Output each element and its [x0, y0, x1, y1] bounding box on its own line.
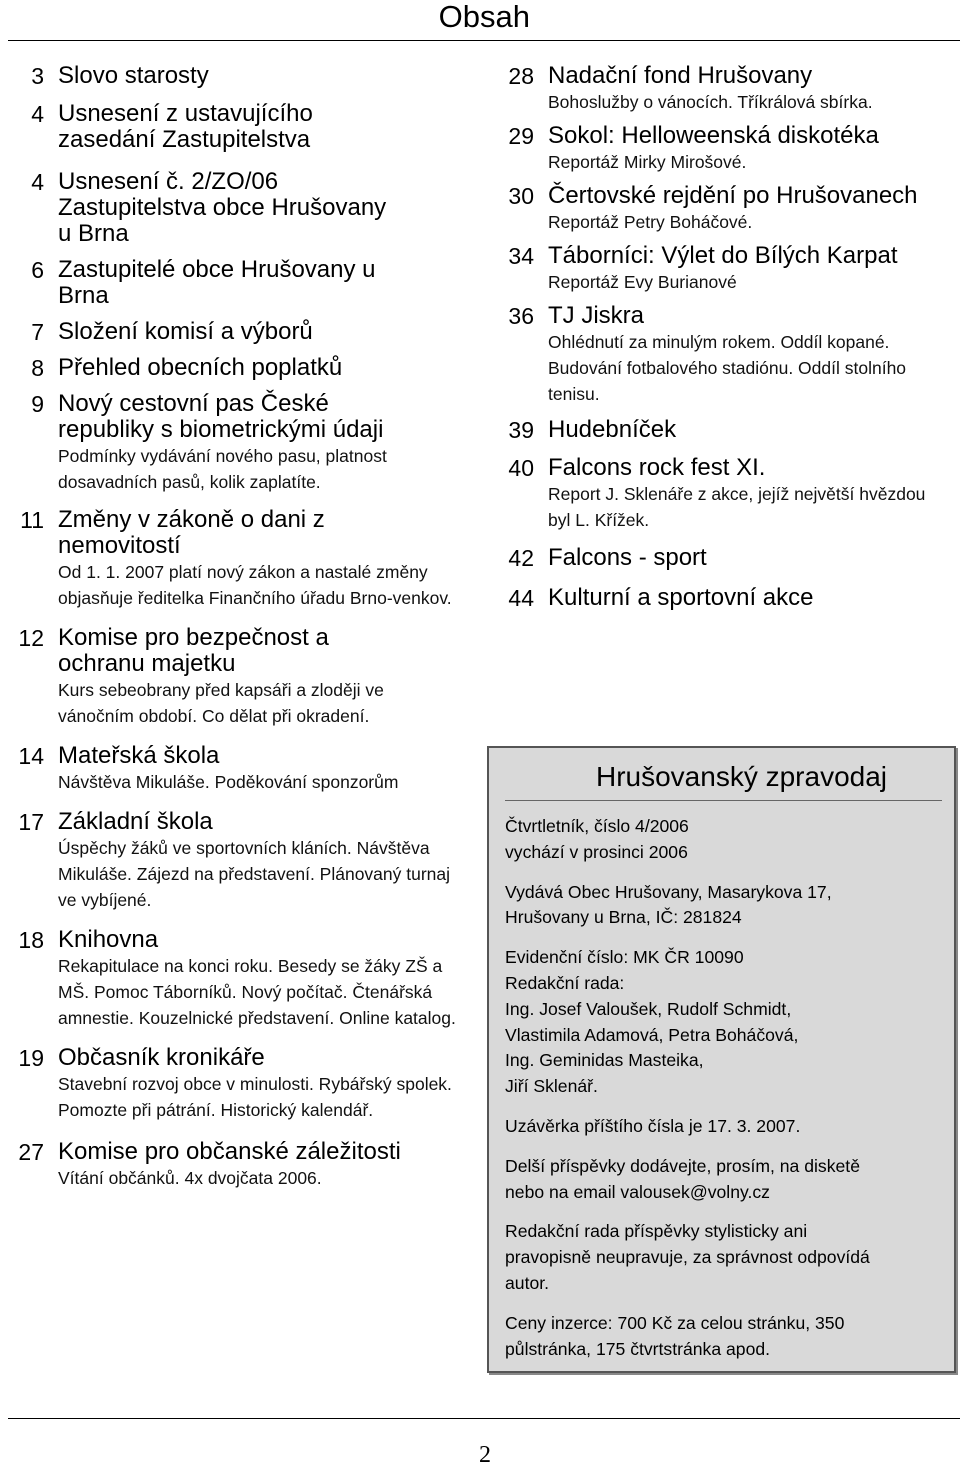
toc-entry-text [548, 123, 955, 175]
toc-page-number: 4 [31, 169, 44, 195]
toc-entry [10, 355, 480, 381]
masthead-paragraph [505, 814, 945, 866]
toc-entry-description: Vítání občánků. 4x dvojčata 2006. [58, 1168, 322, 1188]
toc-entry-text [58, 625, 480, 729]
toc-entry-title: TJ Jiskra [548, 302, 644, 329]
toc-entry [10, 809, 480, 913]
toc-entry-title: Nadační fond Hrušovany [548, 62, 813, 89]
masthead-paragraph [505, 945, 945, 1100]
masthead-line: autor. [505, 1272, 550, 1293]
toc-entry-title: Mateřská škola [58, 742, 220, 769]
masthead-line: nebo na email valousek@volny.cz [505, 1181, 770, 1202]
toc-entry-text [548, 63, 955, 115]
toc-page-number: 18 [18, 927, 44, 953]
toc-page-number: 30 [508, 183, 534, 209]
toc-page-number: 44 [508, 585, 534, 611]
toc-entry-text [58, 319, 480, 345]
masthead-paragraph [505, 1114, 945, 1140]
toc-entry-title: Komise pro bezpečnost a ochranu majetku [58, 624, 329, 677]
toc-entry-title: Kulturní a sportovní akce [548, 584, 814, 611]
toc-entry-title: Sokol: Helloweenská diskotéka [548, 122, 879, 149]
toc-right-column [500, 63, 955, 611]
toc-entry-title: Zastupitelé obce Hrušovany u Brna [58, 256, 376, 309]
masthead-line: Čtvrtletník, číslo 4/2006 [505, 816, 689, 836]
toc-entry [500, 417, 955, 443]
masthead-paragraph [505, 1311, 945, 1363]
toc-entry-text [58, 743, 480, 795]
toc-entry-title: Složení komisí a výborů [58, 318, 313, 345]
toc-entry-title: Hudebníček [548, 416, 677, 443]
toc-entry [10, 1045, 480, 1123]
toc-entry-text [58, 809, 480, 913]
toc-entry [500, 183, 955, 235]
toc-page-number: 17 [18, 809, 44, 835]
toc-entry [500, 545, 955, 571]
toc-entry-description: Rekapitulace na konci roku. Besedy se žáky ZŠ a MŠ. Pomoc Táborníků. Nový počítač. Čtenářská amnestie. Kouzelnické představení. Online katalog. [58, 956, 456, 1028]
toc-page-number: 9 [31, 391, 44, 417]
masthead-line: Hrušovany u Brna, IČ: 281824 [505, 907, 742, 928]
toc-page-number: 39 [508, 417, 534, 443]
top-divider [8, 40, 960, 41]
toc-entry [10, 101, 480, 153]
toc-entry [10, 507, 480, 611]
toc-entry-description: Podmínky vydávání nového pasu, platnost dosavadních pasů, kolik zaplatíte. [58, 446, 387, 492]
toc-entry-text [548, 183, 955, 235]
toc-entry-text [548, 545, 955, 571]
toc-entry-title: Přehled obecních poplatků [58, 354, 343, 381]
masthead-line: vychází v prosinci 2006 [505, 841, 688, 862]
toc-entry-description: Reportáž Evy Burianové [548, 272, 737, 292]
toc-entry-description: Ohlédnutí za minulým rokem. Oddíl kopané. Budování fotbalového stadiónu. Oddíl stolního tenisu. [548, 332, 907, 404]
masthead-line: Ceny inzerce: 700 Kč za celou stránku, 350 [505, 1312, 845, 1333]
masthead-line: Evidenční číslo: MK ČR 10090 [505, 947, 744, 968]
toc-entry [10, 391, 480, 495]
toc-page-number: 34 [508, 243, 534, 269]
masthead-line: Uzávěrka příštího čísla je 17. 3. 2007. [505, 1115, 801, 1136]
toc-page-number: 36 [508, 303, 534, 329]
toc-entry [500, 123, 955, 175]
masthead-divider [505, 800, 942, 801]
toc-entry-title: Knihovna [58, 926, 159, 953]
toc-entry-text [58, 101, 480, 153]
toc-entry-title: Změny v zákoně o dani z nemovitostí [58, 506, 325, 559]
toc-entry-description: Úspěchy žáků ve sportovních kláních. Návštěva Mikuláše. Zájezd na představení. Plánovaný turnaj ve vybíjené. [58, 838, 451, 910]
toc-entry-description: Report J. Sklenáře z akce, jejíž největší hvězdou byl L. Křížek. [548, 484, 926, 530]
toc-entry-text [548, 455, 955, 533]
masthead-line: Ing. Geminidas Masteika, [505, 1050, 704, 1071]
toc-page-number: 3 [31, 63, 44, 89]
toc-page-number: 4 [31, 101, 44, 127]
masthead-line: Vydává Obec Hrušovany, Masarykova 17, [505, 881, 832, 902]
masthead-paragraph [505, 1219, 945, 1296]
page-title: Obsah [438, 0, 530, 34]
masthead-paragraph [505, 880, 945, 932]
toc-page-number: 28 [508, 63, 534, 89]
toc-entry-description: Bohoslužby o vánocích. Tříkrálová sbírka. [548, 92, 873, 112]
masthead-paragraph [505, 1154, 945, 1206]
toc-entry-text [58, 1045, 480, 1123]
masthead-line: Redakční rada příspěvky stylisticky ani [505, 1221, 808, 1242]
toc-entry [10, 743, 480, 795]
toc-entry-text [58, 391, 480, 495]
toc-entry-text [58, 355, 480, 381]
toc-entry-text [58, 169, 480, 247]
toc-entry-title: Základní škola [58, 808, 213, 835]
toc-page-number: 11 [20, 507, 44, 533]
toc-entry-title: Nový cestovní pas České republiky s biometrickými údaji [58, 390, 384, 443]
toc-entry-text [548, 243, 955, 295]
toc-page-number: 42 [508, 545, 534, 571]
toc-entry-title: Falcons - sport [548, 544, 707, 571]
toc-entry-text [58, 1139, 480, 1191]
toc-entry [10, 63, 480, 89]
toc-page-number: 14 [18, 743, 44, 769]
toc-entry [500, 243, 955, 295]
toc-entry [10, 625, 480, 729]
toc-entry-title: Občasník kronikáře [58, 1044, 265, 1071]
bottom-divider [8, 1418, 960, 1419]
toc-page-number: 19 [18, 1045, 44, 1071]
toc-left-column [10, 63, 480, 1191]
masthead-line: pravopisně neupravuje, za správnost odpovídá [505, 1247, 870, 1268]
toc-entry-text [548, 303, 955, 407]
toc-entry-title: Usnesení z ustavujícího zasedání Zastupitelstva [58, 100, 313, 153]
toc-entry [500, 585, 955, 611]
toc-entry-description: Reportáž Mirky Mirošové. [548, 152, 747, 172]
toc-entry-description: Kurs sebeobrany před kapsáři a zloději ve vánočním období. Co dělat při okradení. [58, 680, 384, 726]
toc-entry [10, 319, 480, 345]
masthead-line: Vlastimila Adamová, Petra Boháčová, [505, 1024, 799, 1045]
toc-page-number: 7 [31, 319, 44, 345]
toc-entry [10, 927, 480, 1031]
page-number: 2 [479, 1442, 491, 1468]
toc-entry [10, 169, 480, 247]
masthead-box [487, 746, 956, 1373]
toc-entry-title: Slovo starosty [58, 62, 209, 89]
toc-entry-title: Falcons rock fest XI. [548, 454, 766, 481]
toc-entry-text [58, 927, 480, 1031]
toc-entry [10, 1139, 480, 1191]
masthead-line: Delší příspěvky dodávejte, prosím, na disketě [505, 1155, 860, 1176]
masthead-body [505, 814, 945, 1376]
masthead-line: Jiří Sklenář. [505, 1076, 598, 1097]
toc-entry-text [548, 585, 955, 611]
toc-entry-title: Čertovské rejdění po Hrušovanech [548, 182, 918, 209]
toc-entry-description: Od 1. 1. 2007 platí nový zákon a nastalé změny objasňuje ředitelka Finančního úřadu Brno-venkov. [58, 562, 452, 608]
toc-page-number: 27 [18, 1139, 44, 1165]
toc-entry [500, 63, 955, 115]
toc-entry [10, 257, 480, 309]
toc-entry-text [58, 257, 480, 309]
toc-entry-description: Reportáž Petry Boháčové. [548, 212, 753, 232]
toc-entry [500, 455, 955, 533]
toc-entry-text [548, 417, 955, 443]
masthead-line: Redakční rada: [505, 972, 625, 993]
toc-page-number: 6 [31, 257, 44, 283]
toc-entry-title: Usnesení č. 2/ZO/06 Zastupitelstva obce Hrušovany u Brna [58, 168, 387, 247]
toc-page-number: 29 [508, 123, 534, 149]
masthead-line: půlstránka, 175 čtvrtstránka apod. [505, 1338, 771, 1359]
toc-entry-description: Návštěva Mikuláše. Poděkování sponzorům [58, 772, 399, 792]
toc-entry-description: Stavební rozvoj obce v minulosti. Rybářský spolek. Pomozte při pátrání. Historický kalendář. [58, 1074, 452, 1120]
toc-entry [500, 303, 955, 407]
toc-entry-title: Táborníci: Výlet do Bílých Karpat [548, 242, 898, 269]
toc-entry-title: Komise pro občanské záležitosti [58, 1138, 401, 1165]
toc-page-number: 40 [508, 455, 534, 481]
masthead-line: Ing. Josef Valoušek, Rudolf Schmidt, [505, 998, 792, 1019]
toc-entry-text [58, 63, 480, 89]
toc-page-number: 8 [31, 355, 44, 381]
toc-entry-text [58, 507, 480, 611]
masthead-title: Hrušovanský zpravodaj [595, 761, 888, 792]
toc-page-number: 12 [18, 625, 44, 651]
